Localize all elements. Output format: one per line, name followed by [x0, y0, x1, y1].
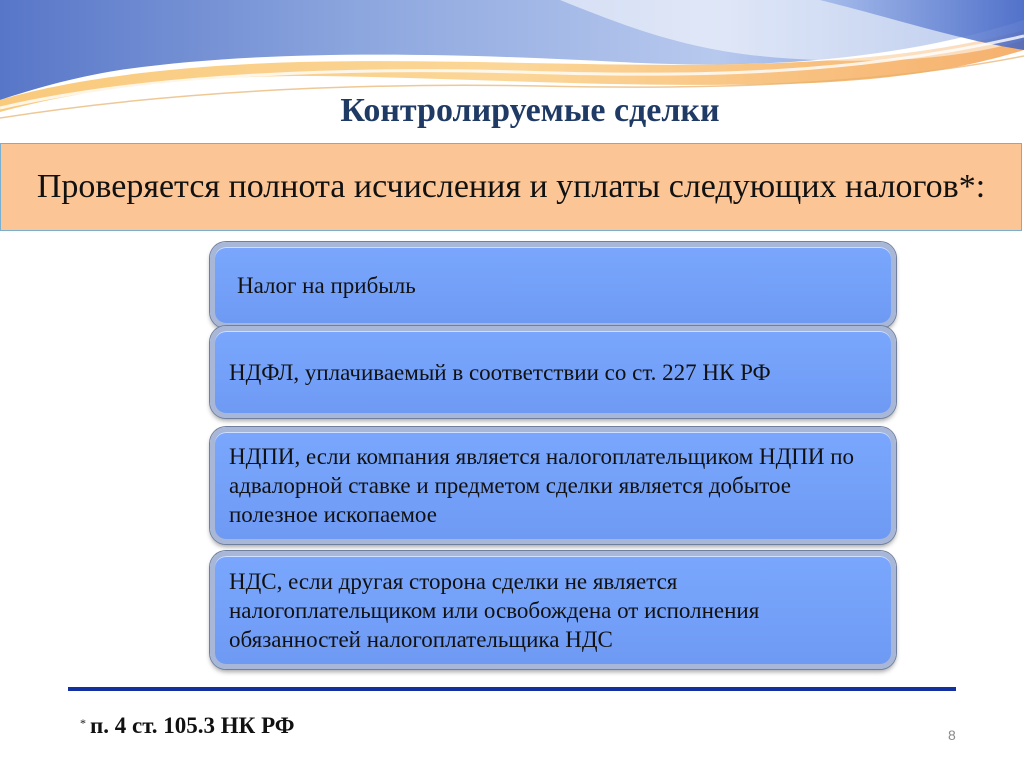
- footer-divider: [68, 687, 956, 691]
- slide-title: Контролируемые сделки: [340, 92, 720, 129]
- tax-item-label: НДФЛ, уплачиваемый в соответствии со ст. 227 НК РФ: [229, 359, 771, 385]
- footnote-mark: *: [80, 716, 86, 730]
- tax-item-ndfl: [210, 326, 896, 418]
- subtitle-text: Проверяется полнота исчисления и уплаты следующих налогов*:: [36, 168, 986, 205]
- tax-item-label: НДПИ, если компания является налогоплательщиком НДПИ по адвалорной ставке и предметом сделки является добытое полезное ископаемое: [229, 444, 855, 527]
- tax-item-profit-tax: [210, 242, 896, 328]
- footnote: [80, 713, 295, 739]
- footnote-text: п. 4 ст. 105.3 НК РФ: [90, 713, 295, 738]
- tax-item-nds: [210, 551, 896, 669]
- tax-item-label: НДС, если другая сторона сделки не является налогоплательщиком или освобождена от исполнения обязанностей налогоплательщика НДС: [229, 568, 760, 652]
- slide-number: 8: [948, 727, 956, 743]
- tax-item-ndpi: [210, 427, 896, 544]
- tax-item-label: Налог на прибыль: [237, 272, 416, 298]
- subtitle-banner: [0, 143, 1022, 231]
